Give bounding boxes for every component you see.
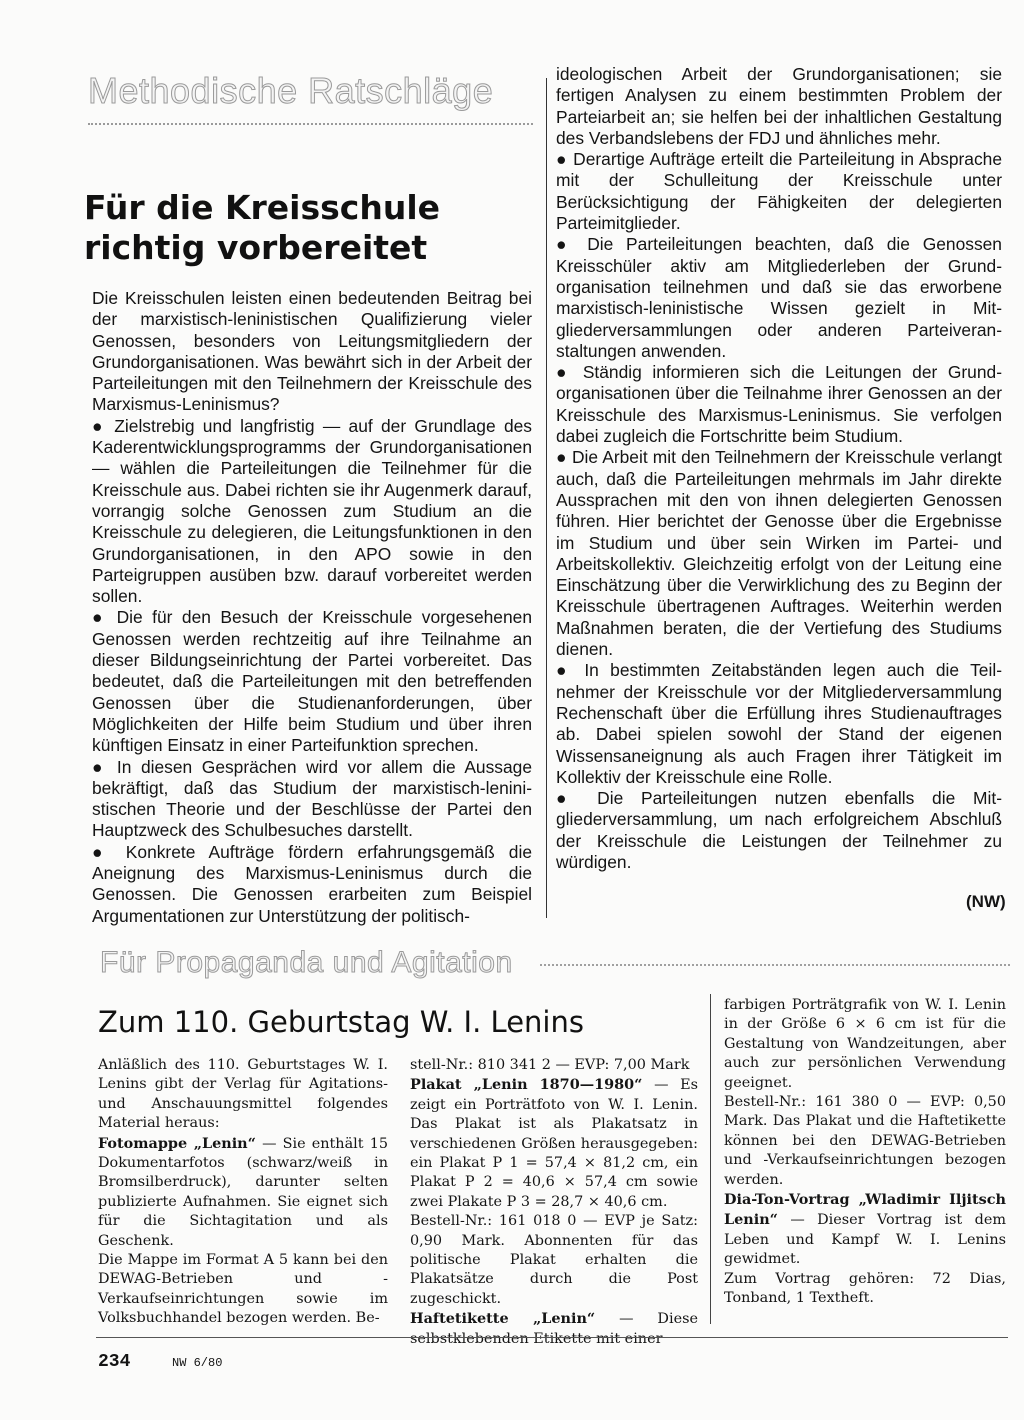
bullet-paragraph: ● In bestimmten Zeitabständen legen auch die Teilnehmer der Kreisschule vor der Mitgliederversammlung Rechenschaft über die Erfüllung ihres Studienauftrages ab. Dabei spielen sowohl der Stand der eigenen Wissensaneignung als auch Fragen ihrer Tätigkeit im Kollektiv der Kreisschule eine Rolle. — [556, 660, 1002, 788]
order-info: stell-Nr.: 810 341 2 — EVP: 7,00 Mark — [410, 1057, 690, 1073]
lenin-column-3 — [724, 996, 1006, 1309]
article-intro: Die Kreisschulen leisten einen bedeutenden Beitrag bei der marxistisch-leninistischen Qualifizierung vieler Genossen, besonders von Leitungsmitgliedern der Grundorganisationen. Was bewährt sich in der Arbeit der Parteileitungen mit den Teilnehmern der Kreisschule des Marxismus-Leninismus? — [92, 288, 532, 415]
dotted-rule — [540, 964, 1010, 966]
article-title-line-1: Für die Kreisschule — [84, 188, 441, 227]
lenin-intro: Anläßlich des 110. Geburtstages W. I. Lenins gibt der Verlag für Agitations- und Anschauungsmittel folgendes Material heraus: — [98, 1057, 388, 1132]
bullet-paragraph: ● Ständig informieren sich die Leitungen der Grundorganisationen über die Teilnahme ihrer Genossen an der Kreisschule des Marxismus-Leninismus. Sie verfolgen dabei zugleich die Fortschritte beim Studium. — [556, 362, 1002, 447]
bullet-paragraph: ● Die Parteileitungen beachten, daß die Genossen Kreisschüler aktiv am Mitgliederleben der Grundorganisation teilnehmen und daß sie das erworbene marxistisch-leninistische Wissen gezielt in Mitgliederversammlungen oder anderen Parteiveranstaltungen anwenden. — [556, 234, 1002, 362]
item-label: Dia-Ton-Vortrag „Wladimir Iljitsch Lenin“ — [724, 1191, 1006, 1229]
lenin-column-1 — [98, 1056, 388, 1329]
issue-label: NW 6/80 — [172, 1356, 223, 1370]
item-label: Plakat „Lenin 1870—1980“ — [410, 1076, 643, 1094]
item-text: — Sie enthält 15 Dokumentarfotos (schwarz/weiß in Bromsilberdruck), darunter selten publizierte Aufnahmen. Sie eignet sich für die Sichtagitation und als Geschenk. — [98, 1135, 388, 1249]
haftetikette-details: farbigen Porträtgrafik von W. I. Lenin in der Größe 6 × 6 cm ist für die Gestaltung von Wandzeitungen, aber auch zur persönlichen Verwendung geeignet. — [724, 997, 1006, 1091]
haftetikette-order-info: Bestell-Nr.: 161 380 0 — EVP: 0,50 Mark. Das Plakat und die Haftetikette können bei den DEWAG-Betrieben und -Verkaufseinrichtungen bezogen werden. — [724, 1094, 1006, 1188]
footer-rule — [96, 1337, 1008, 1338]
page-number: 234 — [98, 1352, 131, 1372]
article-title — [84, 188, 524, 268]
bullet-paragraph: ● Die für den Besuch der Kreisschule vorgesehenen Genossen werden rechtzeitig auf ihre Teilnahme an dieser Bildungseinrichtung der Partei vorbereitet. Das bedeutet, daß die Parteileitungen mit den betreffenden Genossen über die Studienanforderungen, über Möglichkeiten der Hilfe beim Studium und über ihren künftigen Einsatz in einer Parteifunktion sprechen. — [92, 607, 532, 756]
section-kicker-propaganda: Für Propaganda und Agitation — [100, 946, 513, 979]
author-signature: (NW) — [966, 892, 1006, 911]
dia-ton-contents: Zum Vortrag gehören: 72 Dias, Tonband, 1 Textheft. — [724, 1270, 1006, 1307]
bullet-paragraph: ● Die Parteileitungen nutzen ebenfalls die Mitgliederversammlung, um nach erfolgreichem Abschluß der Kreisschule die Leistungen der Teilnehmer zu würdigen. — [556, 788, 1002, 873]
dotted-rule — [88, 123, 533, 125]
section-kicker: Methodische Ratschläge — [88, 70, 494, 111]
item-text: — Dieser Vortrag ist dem Leben und Kampf W. I. Lenins gewidmet. — [724, 1212, 1006, 1268]
lenin-column-2 — [410, 1056, 698, 1349]
plakat-order-info: Bestell-Nr.: 161 018 0 — EVP je Satz: 0,90 Mark. Abonnenten für das politische Plakat erhalten die Plakatsätze durch die Post zugeschickt. — [410, 1213, 698, 1307]
item-label: Fotomappe „Lenin“ — [98, 1134, 256, 1152]
bullet-paragraph: ● Zielstrebig und langfristig — auf der Grundlage des Kaderentwicklungsprogramms der Grundorganisationen — wählen die Parteileitungen die Teilnehmer für die Kreisschule aus. Dabei richten sie ihr Augenmerk darauf, vorrangig solche Genossen zum Studium an die Kreisschule zu delegieren, die Leitungsfunktionen in den Grundorganisationen, in den APO sowie in den Parteigruppen ausüben bzw. darauf vorbereitet werden sollen. — [92, 416, 532, 608]
dia-ton-item — [724, 1190, 1006, 1270]
fotomappe-item — [98, 1134, 388, 1251]
bullet-paragraph: ● Derartige Aufträge erteilt die Parteileitung in Absprache mit der Schulleitung der Kreisschule unter Berücksichtigung der Fähigkeiten der delegierten Parteimitglieder. — [556, 149, 1002, 234]
continued-paragraph: ideologischen Arbeit der Grundorganisationen; sie fertigen Analysen zu einem bestimmten Problem der Parteiarbeit an; sie helfen bei der inhaltlichen Gestaltung des Verbandslebens der FDJ und ähnliches mehr. — [556, 64, 1002, 148]
column-divider — [546, 78, 547, 918]
article-column-right — [556, 64, 1002, 873]
fotomappe-details: Die Mappe im Format A 5 kann bei den DEWAG-Betrieben und -Verkaufseinrichtungen sowie im Volksbuchhandel bezogen werden. Be- — [98, 1252, 388, 1327]
item-text: — Es zeigt ein Porträtfoto von W. I. Lenin. Das Plakat ist als Plakatsatz in verschiedenen Größen herausgegeben: ein Plakat P 1 = 57,4 × 81,2 cm, ein Plakat P 2 = 40,6 × 57,4 cm sowie zwei Plakate P 3 = 28,7 × 40,6 cm. — [410, 1077, 698, 1210]
article-title-line-2: richtig vorbereitet — [84, 228, 428, 267]
bullet-paragraph: ● In diesen Gesprächen wird vor allem die Aussage bekräftigt, daß das Studium der marxistisch-leninistischen Theorie und der Beschlüsse der Partei den Hauptzweck des Schulbesuches darstellt. — [92, 757, 532, 842]
lenin-article-title: Zum 110. Geburtstag W. I. Lenins — [98, 1005, 584, 1039]
bullet-paragraph: ● Konkrete Aufträge fördern erfahrungsgemäß die Aneignung des Marxismus-Leninismus durch die Genossen. Die Genossen erarbeiten zum Beispiel Argumentationen zur Unterstützung der politisch- — [92, 842, 532, 927]
article-column-left — [92, 288, 532, 927]
plakat-item — [410, 1075, 698, 1212]
bullet-paragraph: ● Die Arbeit mit den Teilnehmern der Kreisschule verlangt auch, daß die Parteileitungen mehrmals im Jahr direkte Aussprachen mit den von ihnen delegierten Genossen führen. Hier berichtet der Genosse über die Ergebnisse im Studium und über sein Wirken im Partei- und Arbeitskollektiv. Gleichzeitig erfolgt von der Leitung eine Einschätzung über die Verwirklichung des zu Beginn der Kreisschule übertragenen Auftrages. Weiterhin werden Maßnahmen beraten, die der Vertiefung des Studiums dienen. — [556, 447, 1002, 660]
item-label: Haftetikette „Lenin“ — [410, 1310, 596, 1328]
item-text: — Diese selbstklebenden Etikette mit einer — [410, 1311, 698, 1347]
haftetikette-item — [410, 1309, 698, 1349]
column-divider — [710, 994, 711, 1324]
